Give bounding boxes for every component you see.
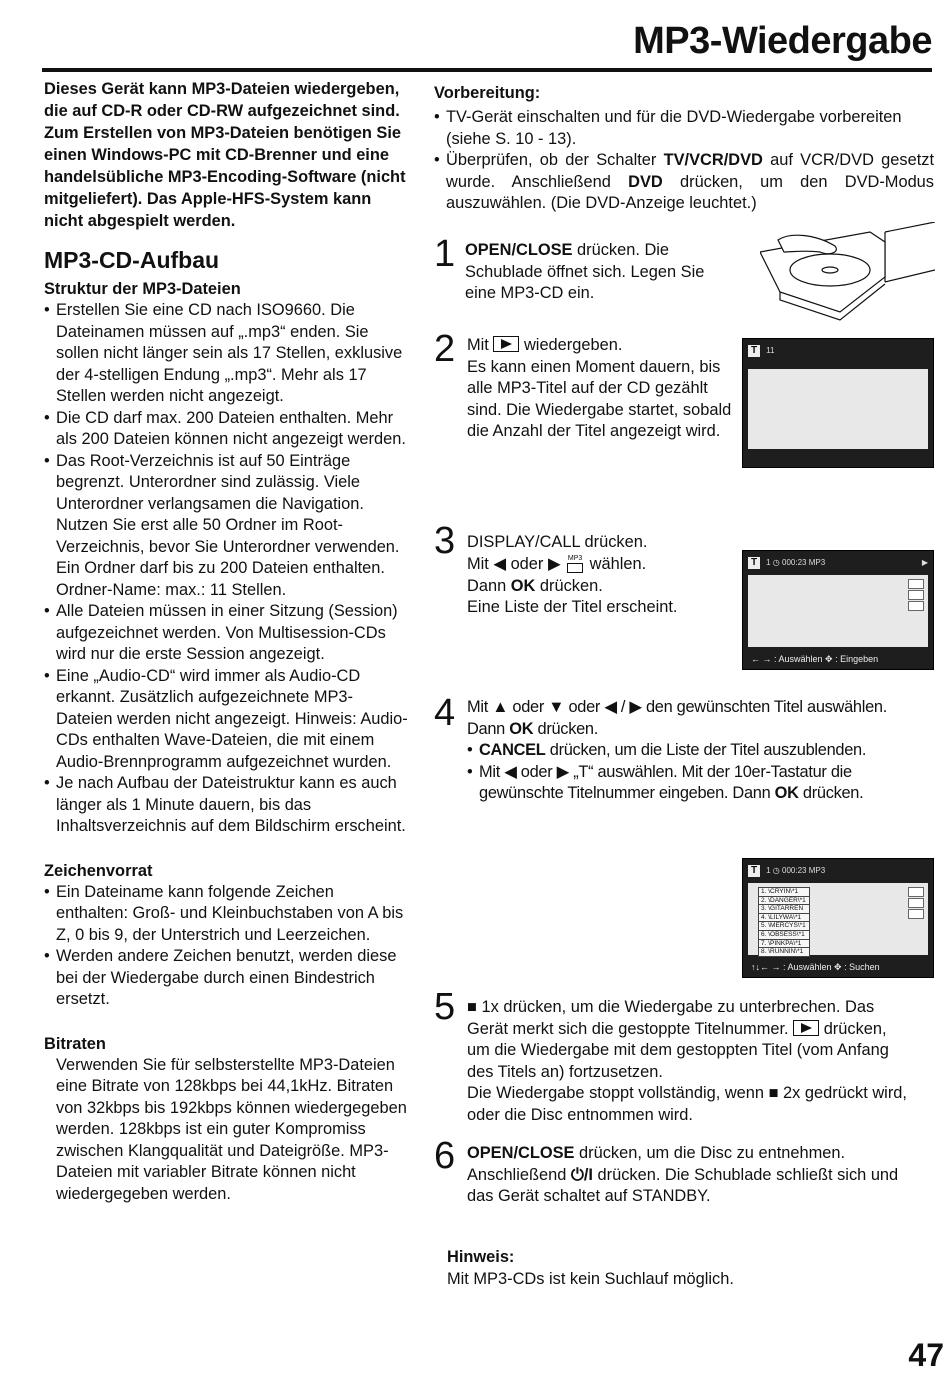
hinweis — [447, 1247, 907, 1290]
play-icon — [493, 336, 519, 352]
bitraten-text: Verwenden Sie für selbsterstellte MP3-Dateien eine Bitrate von 128kbps bei 44,1kHz. Bitraten von 32kbps bis 192kbps können wiedergegeben werden. 128kbps ist ein guter Kompromiss zwischen Klangqualität und Dateigröße. MP3-Dateien mit variabler Bitrate können nicht wiedergegeben werden. — [56, 1055, 407, 1203]
list-item: • Das Root-Verzeichnis ist auf 50 Einträge begrenzt. Unterordner sind zulässig. Viele Unterordner verlangsamen die Navigation. Nutzen Sie erst alle 50 Ordner im Root-Verzeichnis, bevor Sie Unterordner verwenden. Ein Ordner darf bis zu 200 Dateien enthalten. Ordner-Name: max.: 11 Stellen. — [44, 451, 409, 602]
step-number: 4 — [434, 692, 456, 734]
right-arrow-icon: ▶ — [547, 554, 561, 573]
list-item: • CANCEL drücken, um die Liste der Titel auszublenden. — [467, 740, 937, 762]
track-list — [758, 887, 810, 956]
list-item[interactable]: 1. \CRYIN\*1 — [758, 887, 810, 897]
osd-screen-3: T 1 ◷ 000:23 MP3 1. \CRYIN\*1 2. \DANGER\*1 3. \GITARREN 4. \LILYWA\*1 5. \MERCYS\*1 6. \OBSESS\*1 7. \PINKPA\*1 8. \RUNNIN\*1 ↑↓← → : Auswählen ✥ : Suchen — [742, 858, 934, 978]
up-arrow-icon: ▲ — [492, 698, 509, 716]
list-item[interactable]: 5. \MERCYS\*1 — [758, 921, 810, 931]
play-icon: ▶ — [921, 558, 928, 567]
right-arrow-icon: ▶ — [556, 762, 569, 781]
step-number: 6 — [434, 1135, 456, 1177]
title-rule — [42, 68, 932, 72]
zeichen-heading: Zeichenvorrat — [44, 861, 153, 880]
right-arrow-icon: ▶ — [629, 698, 642, 716]
list-item[interactable]: 8. \RUNNIN\*1 — [758, 947, 810, 957]
step-number: 2 — [434, 328, 456, 370]
vorbereitung — [434, 82, 934, 215]
page-number: 47 — [908, 1337, 944, 1373]
list-item: • Erstellen Sie eine CD nach ISO9660. Die Dateinamen müssen auf „.mp3“ enden. Sie sollen nicht länger sein als 17 Stellen, exklusive der 4-stelligen Endung „.mp3“. Mehr als 17 Stellen werden nicht angezeigt. — [44, 300, 409, 408]
list-item[interactable]: 7. \PINKPA\*1 — [758, 939, 810, 949]
step-number: 5 — [434, 986, 456, 1028]
down-arrow-icon: ▼ — [548, 698, 565, 716]
step-4-text: Mit ▲ oder ▼ oder ◀ / ▶ den gewünschten Titel auswählen. Dann OK drücken. • CANCEL drücken, um die Liste der Titel auszublenden. • Mit ◀ oder ▶ „T“ auswählen. Mit der 10er-Tastatur die gewünschte Titelnummer eingeben. Dann OK drücken. — [467, 697, 937, 805]
osd-footer: ← → : Auswählen ✥ : Eingeben — [751, 654, 879, 664]
list-item: • Überprüfen, ob der Schalter TV/VCR/DVD auf VCR/DVD gesetzt wurde. Anschließend DVD drücken, um den DVD-Modus auszuwählen. (Die DVD-Anzeige leuchtet.) — [434, 150, 934, 215]
osd-screen-2: T 1 ◷ 000:23 MP3 ▶ ← → : Auswählen ✥ : Eingeben — [742, 550, 934, 670]
stop-icon: ■ — [768, 1084, 779, 1102]
osd-panel — [748, 575, 928, 647]
disc-tray-illustration — [760, 222, 935, 322]
step-1-text: OPEN/CLOSE drücken. Die Schublade öffnet sich. Legen Sie eine MP3-CD ein. — [465, 241, 705, 302]
list-item: • Ein Dateiname kann folgende Zeichen enthalten: Groß- und Kleinbuchstaben von A bis Z, 0 bis 9, der Unterstrich und Leerzeichen. — [44, 882, 409, 947]
power-icon: ⏻/I — [570, 1165, 593, 1184]
title-badge: T — [748, 557, 760, 569]
title-count: 11 — [766, 346, 775, 355]
title-badge: T — [748, 345, 760, 357]
step-number: 3 — [434, 520, 456, 562]
list-item[interactable]: 6. \OBSESS\*1 — [758, 930, 810, 940]
list-item: • Alle Dateien müssen in einer Sitzung (Session) aufgezeichnet werden. Von Multisession-CDs wird nur die erste Session angezeigt. — [44, 601, 409, 666]
zeichen-list — [44, 882, 409, 1011]
struktur-heading: Struktur der MP3-Dateien — [44, 280, 241, 298]
page-title: MP3-Wiedergabe — [633, 20, 932, 62]
list-item: • Die CD darf max. 200 Dateien enthalten. Mehr als 200 Dateien können nicht angezeigt werden. — [44, 408, 409, 451]
step-5-text: ■ 1x drücken, um die Wiedergabe zu unterbrechen. Das Gerät merkt sich die gestoppte Titelnummer. drücken, um die Wiedergabe mit dem gestoppten Titel (vom Anfang des Titels an) fortzusetzen. Die Wiedergabe stoppt vollständig, wenn ■ 2x gedrückt wird, oder die Disc entnommen wird. — [467, 998, 907, 1124]
stop-icon: ■ — [467, 998, 477, 1016]
osd-footer: ↑↓← → : Auswählen ✥ : Suchen — [751, 962, 880, 972]
list-item: • TV-Gerät einschalten und für die DVD-Wiedergabe vorbereiten (siehe S. 10 - 13). — [434, 107, 934, 150]
list-item: • Eine „Audio-CD“ wird immer als Audio-CD erkannt. Zusätzlich aufgezeichnete MP3-Dateien werden nicht angezeigt. Hinweis: Audio-CDs enthalten Wave-Dateien, die mit einem Audio-Brennprogramm aufgezeichnet wurden. — [44, 666, 409, 774]
list-item: • Werden andere Zeichen benutzt, werden diese bei der Wiedergabe durch einen Bindestrich ersetzt. — [44, 946, 409, 1011]
osd-screen-1 — [742, 338, 934, 468]
osd-panel — [748, 883, 928, 955]
list-item[interactable]: 3. \GITARREN — [758, 904, 810, 914]
mp3-icon: MP3 — [565, 555, 585, 576]
step-number: 1 — [434, 233, 456, 275]
intro-text: Dieses Gerät kann MP3-Dateien wiedergeben, die auf CD-R oder CD-RW aufgezeichnet sind. Zum Erstellen von MP3-Dateien benötigen Sie einen Windows-PC mit CD-Brenner und eine handelsübliche MP3-Encoding-Software (nicht mitgeliefert). Das Apple-HFS-System kann nicht abgespielt werden. — [44, 80, 406, 230]
left-column — [44, 78, 409, 1205]
left-arrow-icon: ◀ — [604, 698, 617, 716]
struktur-list — [44, 300, 409, 838]
list-item: • Mit ◀ oder ▶ „T“ auswählen. Mit der 10er-Tastatur die gewünschte Titelnummer eingeben. Dann OK drücken. — [467, 762, 937, 805]
osd-panel — [748, 369, 928, 449]
left-arrow-icon: ◀ — [504, 762, 517, 781]
play-icon — [793, 1020, 819, 1036]
bitraten-heading: Bitraten — [44, 1034, 106, 1053]
hinweis-text: Mit MP3-CDs ist kein Suchlauf möglich. — [447, 1269, 734, 1288]
title-badge: T — [748, 865, 760, 877]
step-2-text: Mit wiedergeben. Es kann einen Moment dauern, bis alle MP3-Titel auf der CD gezählt sind. Die Wiedergabe startet, sobald die Anzahl der Titel angezeigt wird. — [467, 336, 732, 440]
step-3-text: DISPLAY/CALL drücken. Mit ◀ oder ▶ MP3 wählen. Dann OK drücken. Eine Liste der Titel erscheint. — [467, 533, 678, 616]
vorbereitung-heading: Vorbereitung: — [434, 84, 541, 102]
step-6-text: OPEN/CLOSE drücken, um die Disc zu entnehmen. Anschließend ⏻/I drücken. Die Schublade schließt sich und das Gerät schaltet auf STANDBY. — [467, 1144, 899, 1205]
section-title: MP3-CD-Aufbau — [44, 247, 220, 273]
list-item: • Je nach Aufbau der Dateistruktur kann es auch länger als 1 Minute dauern, bis das Inhaltsverzeichnis auf dem Bildschirm erscheint. — [44, 773, 409, 838]
list-item[interactable]: 2. \DANGER\*1 — [758, 896, 810, 906]
left-arrow-icon: ◀ — [493, 554, 507, 573]
hinweis-heading: Hinweis: — [447, 1248, 515, 1266]
list-item[interactable]: 4. \LILYWA\*1 — [758, 913, 810, 923]
